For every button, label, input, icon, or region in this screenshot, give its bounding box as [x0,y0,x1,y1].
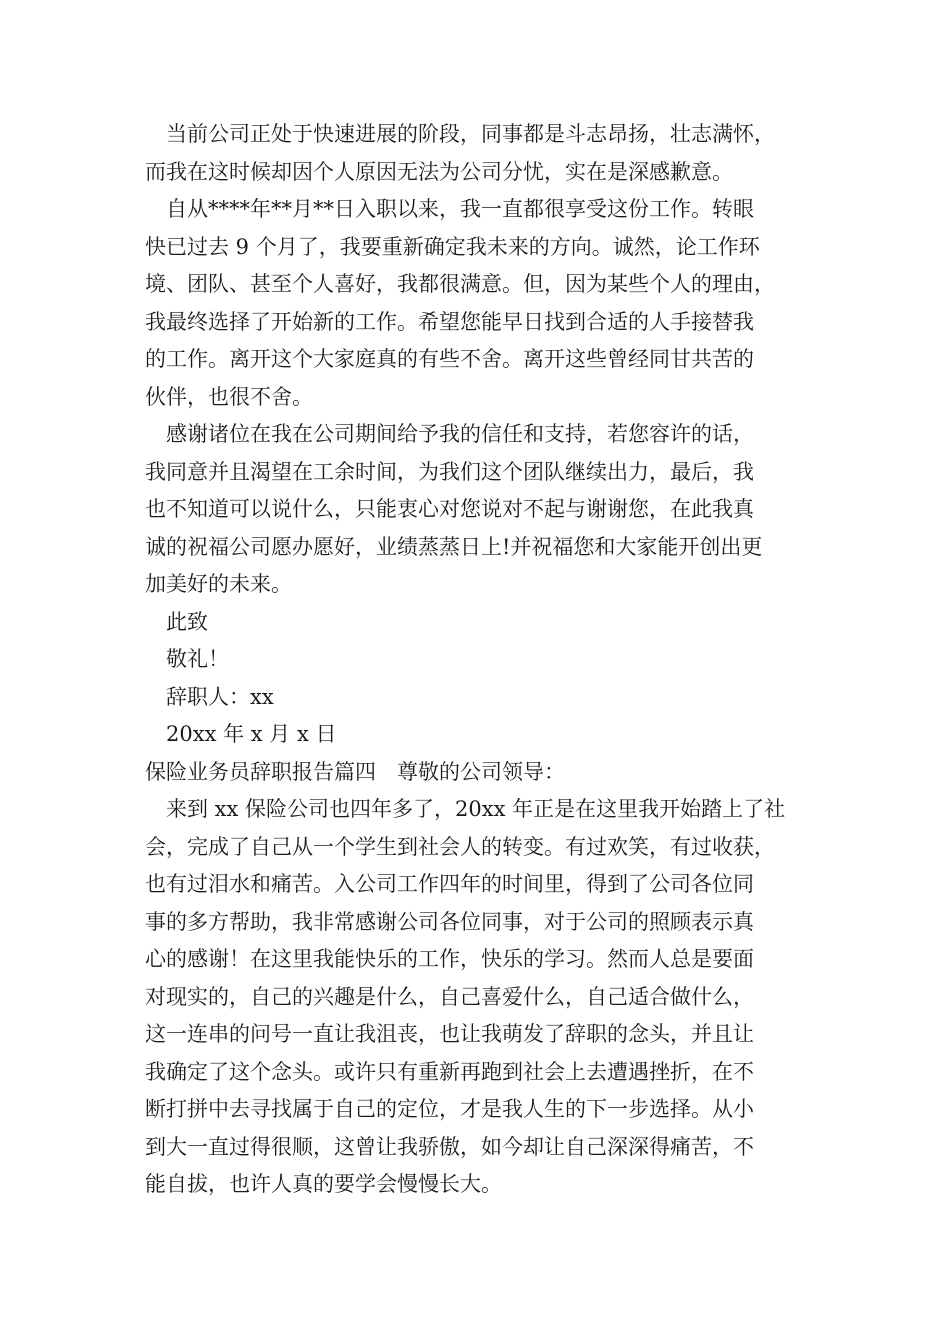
text-line: 也不知道可以说什么，只能衷心对您说对不起与谢谢您，在此我真 [145,497,754,521]
text-line: 会，完成了自己从一个学生到社会人的转变。有过欢笑，有过收获， [145,834,775,859]
letter-date: 20xx 年 x 月 x 日 [166,722,337,746]
text-line: 感谢诸位在我在公司期间给予我的信任和支持，若您容许的话， [166,422,754,446]
signer: 辞职人：xx [166,684,274,709]
paragraph-2 [145,191,835,416]
text-line: 这一连串的问号一直让我沮丧，也让我萌发了辞职的念头，并且让 [145,1022,754,1046]
text-line: 能自拔，也许人真的要学会慢慢长大。 [145,1172,502,1196]
text-line: 加美好的未来。 [145,572,292,596]
text-line: 到大一直过得很顺，这曾让我骄傲，如今却让自己深深得痛苦，不 [145,1134,754,1159]
regards: 敬礼！ [166,647,229,671]
letter-body [145,116,835,1204]
letter-closing [145,604,835,754]
text-line: 境、团队、甚至个人喜好，我都很满意。但，因为某些个人的理由， [145,272,775,296]
text-line: 事的多方帮助，我非常感谢公司各位同事，对于公司的照顾表示真 [145,909,754,934]
text-line: 断打拼中去寻找属于自己的定位，才是我人生的下一步选择。从小 [145,1097,754,1121]
text-line: 的工作。离开这个大家庭真的有些不舍。离开这些曾经同甘共苦的 [145,347,754,371]
text-line: 当前公司正处于快速进展的阶段，同事都是斗志昂扬，壮志满怀， [166,122,775,146]
salutation: 此致 [166,609,208,634]
paragraph-1 [145,116,835,191]
text-line: 对现实的，自己的兴趣是什么，自己喜爱什么，自己适合做什么， [145,984,754,1009]
section-heading: 保险业务员辞职报告篇四 尊敬的公司领导： [145,759,565,784]
text-line: 快已过去 9 个月了，我要重新确定我未来的方向。诚然，论工作环 [145,234,760,259]
text-line: 心的感谢！在这里我能快乐的工作，快乐的学习。然而人总是要面 [145,947,754,971]
text-line: 我最终选择了开始新的工作。希望您能早日找到合适的人手接替我 [145,309,754,334]
paragraph-3 [145,416,835,604]
text-line: 伙伴，也很不舍。 [145,384,313,409]
text-line: 我同意并且渴望在工余时间，为我们这个团队继续出力，最后，我 [145,459,754,484]
text-line: 自从****年**月**日入职以来，我一直都很享受这份工作。转眼 [166,197,754,221]
paragraph-4 [145,791,835,1204]
text-line: 来到 xx 保险公司也四年多了，20xx 年正是在这里我开始踏上了社 [166,797,786,821]
text-line: 诚的祝福公司愿办愿好，业绩蒸蒸日上!并祝福您和大家能开创出更 [145,534,763,559]
text-line: 我确定了这个念头。或许只有重新再跑到社会上去遭遇挫折，在不 [145,1059,754,1084]
text-line: 而我在这时候却因个人原因无法为公司分忧，实在是深感歉意。 [145,159,733,184]
text-line: 也有过泪水和痛苦。入公司工作四年的时间里，得到了公司各位同 [145,872,754,896]
